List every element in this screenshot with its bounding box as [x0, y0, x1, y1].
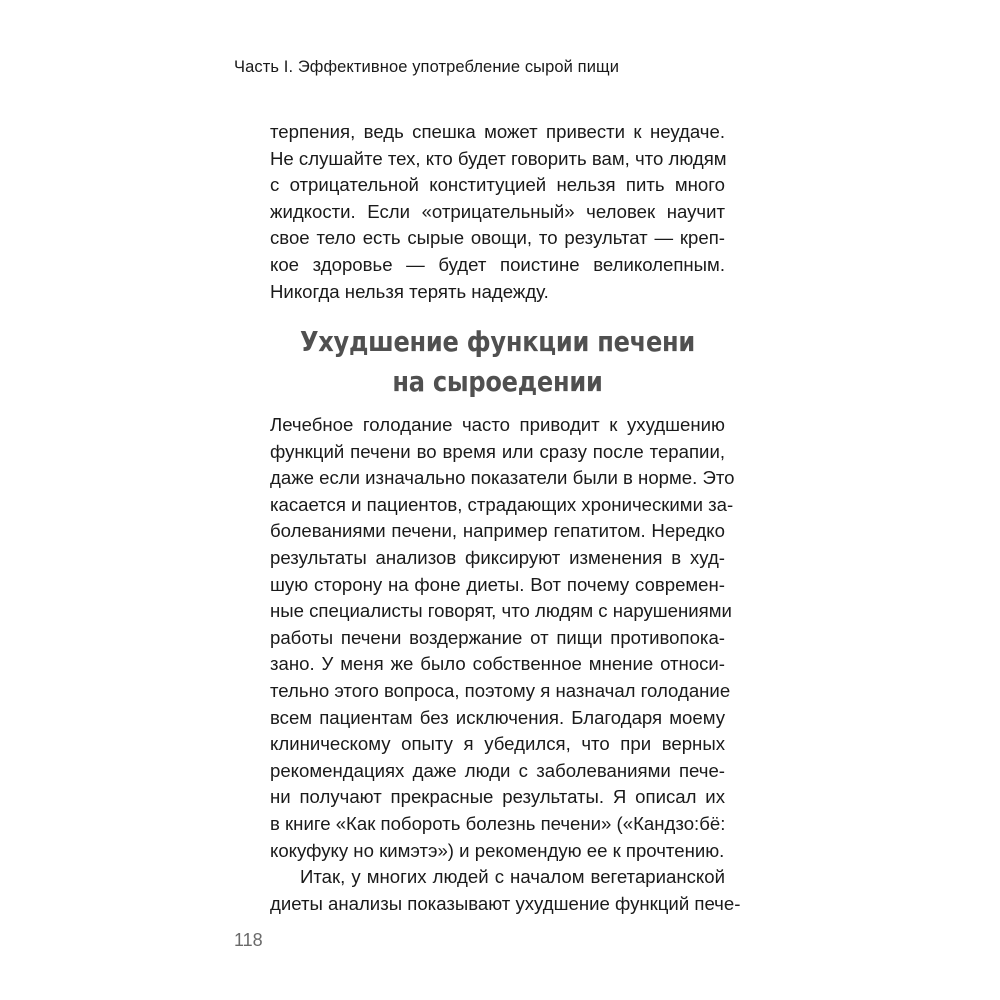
text-line: с отрицательной конституцией нельзя пить много: [270, 174, 725, 196]
text-line: всем пациентам без исключения. Благодаря моему: [270, 706, 725, 728]
text-line: свое тело есть сырые овощи, то результат — креп-: [270, 227, 725, 249]
text-line: рекомендациях даже люди с заболеваниями пече-: [270, 759, 725, 781]
text-line: даже если изначально показатели были в норме. Это: [270, 467, 735, 489]
text-line: кое здоровье — будет поистине великолепным.: [270, 253, 725, 275]
text-line: кокуфуку но кимэтэ») и рекомендую ее к прочтению.: [270, 839, 725, 861]
text-line: болеваниями печени, например гепатитом. Нередко: [270, 520, 725, 542]
text-line: жидкости. Если «отрицательный» человек научит: [270, 200, 725, 222]
text-line: работы печени воздержание от пищи противопока-: [270, 626, 725, 648]
page-number: 118: [234, 930, 263, 950]
section-heading-line: на сыроедении: [392, 365, 603, 398]
text-line: шую сторону на фоне диеты. Вот почему современ-: [270, 573, 725, 595]
text-line: Итак, у многих людей с началом вегетарианской: [300, 866, 725, 888]
text-line: тельно этого вопроса, поэтому я назначал голодание: [270, 679, 731, 701]
text-line: Никогда нельзя терять надежду.: [270, 280, 549, 302]
text-line: в книге «Как побороть болезнь печени» («Кандзо:бё:: [270, 812, 726, 834]
text-line: ные специалисты говорят, что людям с нарушениями: [270, 600, 732, 622]
text-line: функций печени во время или сразу после терапии,: [270, 440, 725, 462]
body-text: [270, 412, 741, 917]
section-heading: [234, 322, 761, 402]
section-heading-line: Ухудшение функции печени: [299, 325, 696, 358]
text-line: Лечебное голодание часто приводит к ухудшению: [270, 414, 725, 435]
running-head: Часть I. Эффективное употребление сырой пищи: [234, 58, 620, 76]
text-line: ни получают прекрасные результаты. Я описал их: [270, 786, 725, 808]
text-line: результаты анализов фиксируют изменения в худ-: [270, 546, 725, 568]
text-line: клиническому опыту я убедился, что при верных: [270, 733, 725, 755]
text-line: Не слушайте тех, кто будет говорить вам, что людям: [270, 147, 727, 169]
text-line: диеты анализы показывают ухудшение функций пече-: [270, 892, 741, 914]
text-line: касается и пациентов, страдающих хроническими за-: [270, 493, 734, 515]
text-line: терпения, ведь спешка может привести к неудаче.: [270, 121, 725, 142]
text-line: зано. У меня же было собственное мнение относи-: [270, 653, 725, 675]
paragraph-continuation: [270, 119, 725, 305]
